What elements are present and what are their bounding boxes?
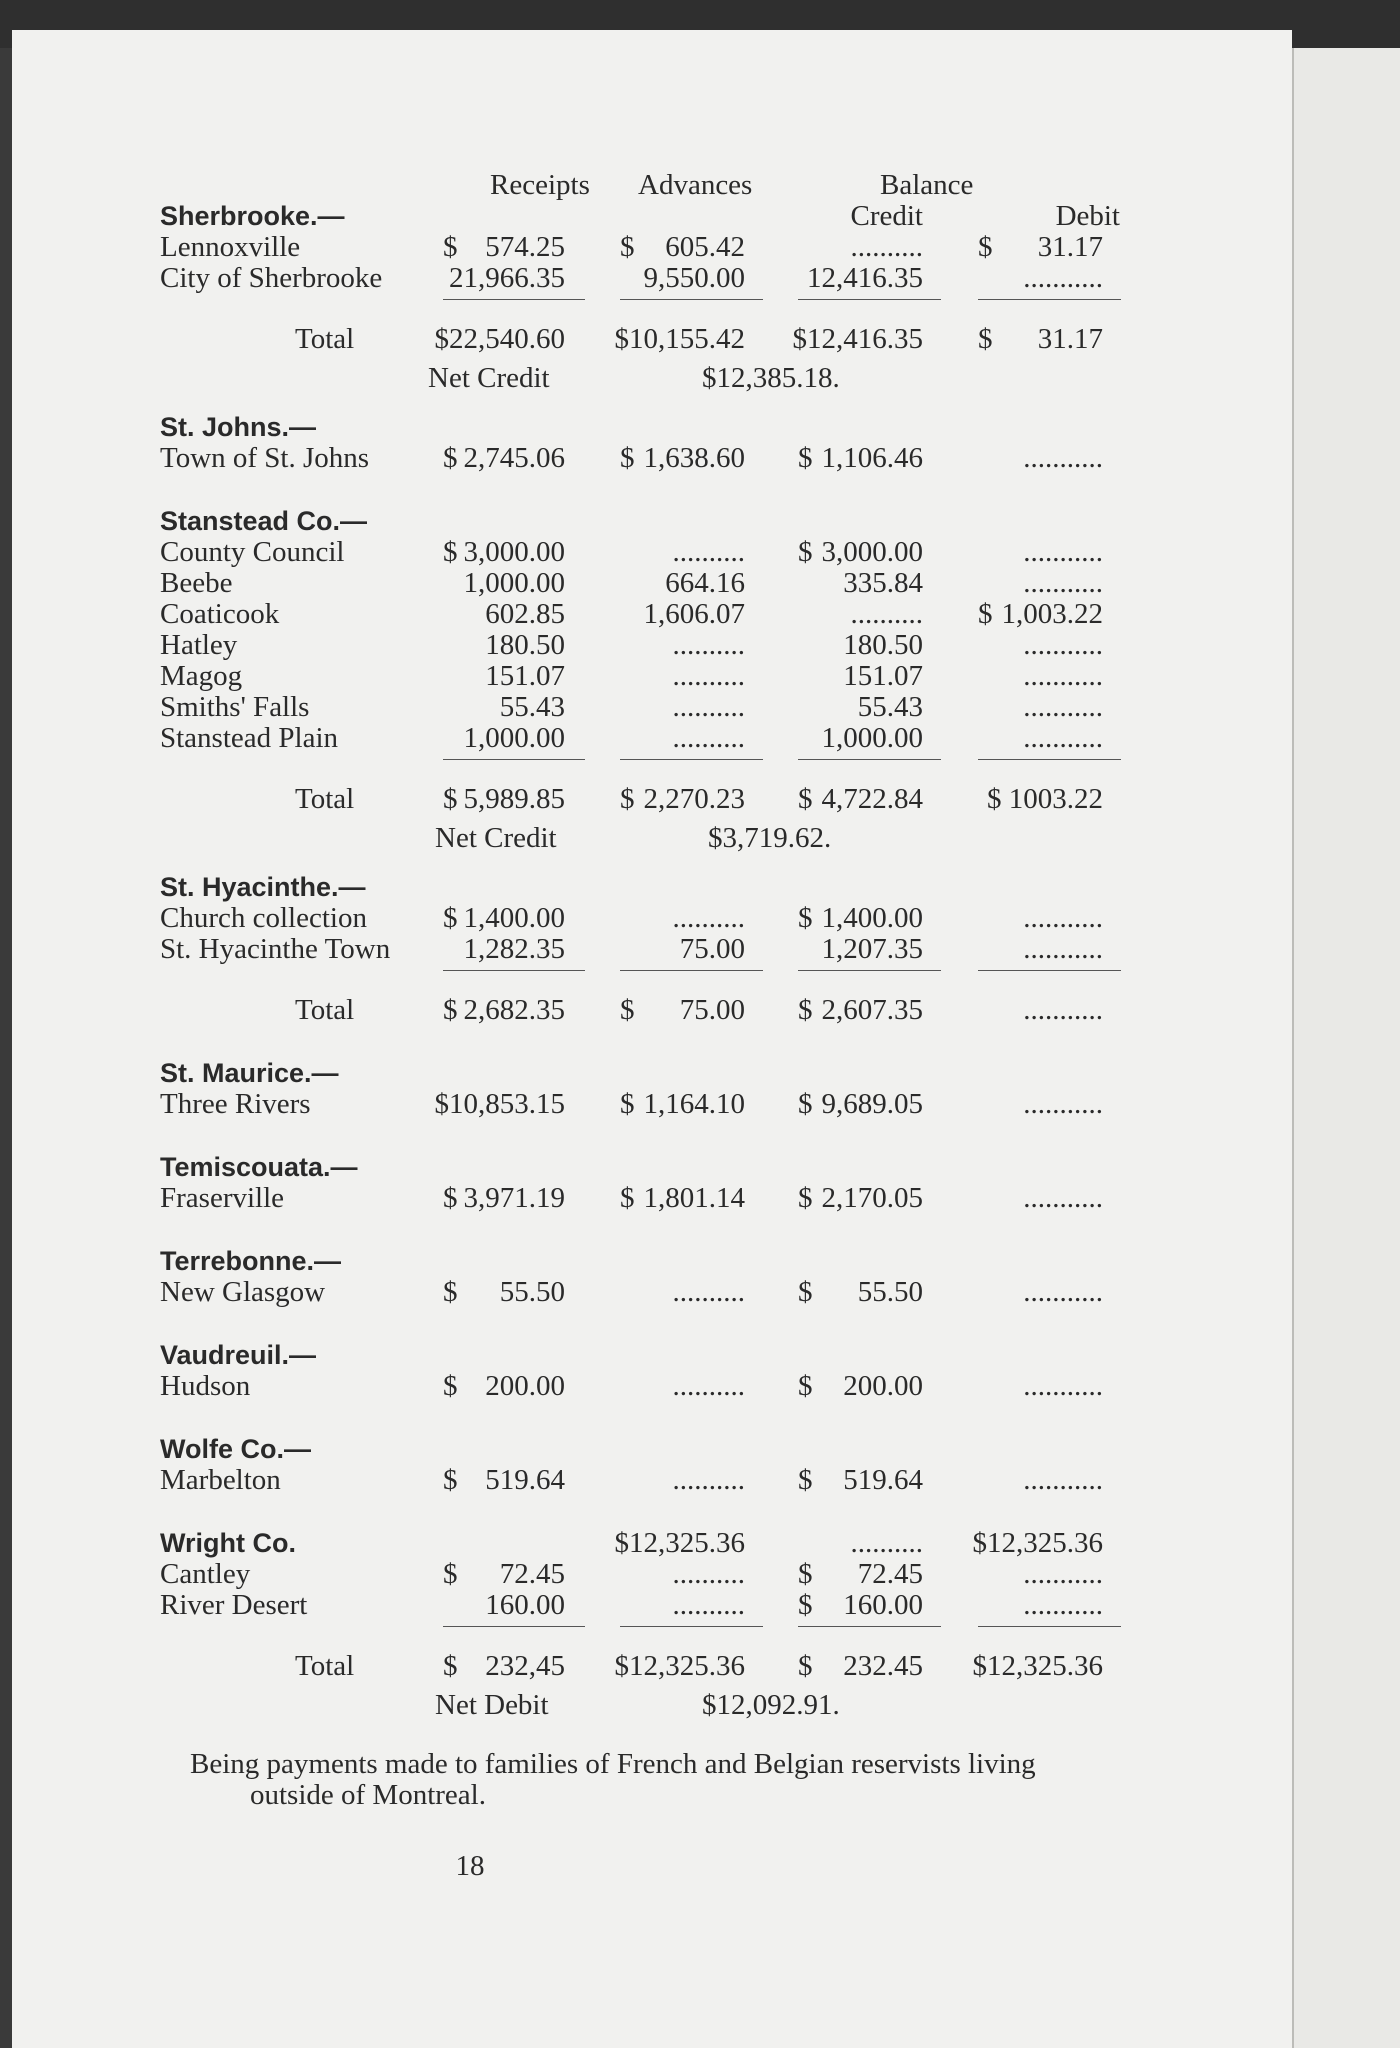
table-row [160,443,1160,474]
credit-value: .......... [850,1527,923,1559]
credit-value: 335.84 [843,567,923,599]
advances-value: .......... [672,1276,745,1308]
col-receipts: Receipts [490,169,590,201]
dollar-sign: $ [443,1558,458,1590]
row-label: Hatley [160,629,238,661]
dollar-sign: $ [798,1182,813,1214]
dollar-sign: $ [798,1370,813,1402]
advances-value: .......... [672,902,745,934]
total-label: Total [295,1650,355,1682]
credit-total: $12,416.35 [792,323,923,355]
row-label: Beebe [160,567,233,599]
receipts-value: 72.45 [499,1558,565,1590]
table-row [160,1183,1160,1214]
section-heading: St. Maurice.— [160,1058,339,1088]
debit-value: 1,003.22 [1001,598,1103,630]
receipts-value: 55.50 [499,1276,565,1308]
advances-value: .......... [672,1558,745,1590]
receipts-value: 21,966.35 [449,262,565,294]
section-heading: Vaudreuil.— [160,1340,317,1370]
total-label: Total [295,323,355,355]
section-heading-row [160,1152,1160,1183]
receipts-value: 519.64 [485,1464,565,1496]
table-row [160,1371,1160,1402]
advances-value: 1,638.60 [643,442,745,474]
dollar-sign: $ [978,598,993,630]
section-heading: Sherbrooke.— [160,201,345,231]
total-row [160,784,1160,815]
row-label: Fraserville [160,1182,285,1214]
dollar-sign: $ [443,536,458,568]
table-row [160,1089,1160,1120]
receipts-value: $10,853.15 [434,1088,565,1120]
receipts-value: 55.43 [499,691,565,723]
section-heading: Wright Co. [160,1528,296,1558]
advances-value: 75.00 [679,933,745,965]
table-row [160,630,1160,661]
dollar-sign: $ [443,783,458,815]
table-row [160,692,1160,723]
net-row [160,1690,1160,1721]
table-row [160,599,1160,630]
dollar-sign: $ [798,1589,813,1621]
row-label: Smiths' Falls [160,691,310,723]
col-advances: Advances [638,169,753,201]
credit-value: 519.64 [843,1464,923,1496]
advances-value: 664.16 [665,567,745,599]
section-heading-row [160,412,1160,443]
net-value: $12,092.91. [702,1689,840,1721]
dollar-sign: $ [798,1650,813,1682]
row-label: Coaticook [160,598,280,630]
receipts-value: 574.25 [485,231,565,263]
table-row [160,263,1160,294]
receipts-value: 602.85 [485,598,565,630]
credit-value: 1,106.46 [821,442,923,474]
credit-value: 12,416.35 [807,262,923,294]
row-label: New Glasgow [160,1276,326,1308]
dollar-sign: $ [798,1464,813,1496]
advances-value: .......... [672,691,745,723]
debit-value: ........... [1023,1276,1103,1308]
dollar-sign: $ [443,1276,458,1308]
dollar-sign: $ [798,442,813,474]
row-label: Marbelton [160,1464,281,1496]
dollar-sign: $ [620,994,635,1026]
receipts-value: 180.50 [485,629,565,661]
section-heading: St. Johns.— [160,412,317,442]
advances-value: .......... [672,629,745,661]
credit-value: 151.07 [843,660,923,692]
dollar-sign: $ [798,994,813,1026]
credit-value: 1,207.35 [821,933,923,965]
total-rules [160,754,1160,766]
net-value: $3,719.62. [708,822,832,854]
section-heading-row [160,872,1160,903]
total-label: Total [295,994,355,1026]
section-heading: Wolfe Co.— [160,1434,311,1464]
advances-value: .......... [672,1589,745,1621]
row-label: Cantley [160,1558,251,1590]
table-row [160,537,1160,568]
net-label: Net Credit [428,362,550,394]
debit-value: ........... [1023,722,1103,754]
dollar-sign: $ [443,994,458,1026]
row-label: Church collection [160,902,367,934]
row-label: City of Sherbrooke [160,262,383,294]
dollar-sign: $ [620,1182,635,1214]
debit-value: ........... [1023,1589,1103,1621]
total-rules [160,965,1160,977]
dollar-sign: $ [443,442,458,474]
debit-value: ........... [1023,262,1103,294]
debit-value: ........... [1023,1370,1103,1402]
advances-value: .......... [672,1464,745,1496]
dollar-sign: $ [443,1464,458,1496]
net-label: Net Credit [435,822,557,854]
debit-value: 31.17 [1037,231,1103,263]
credit-value: 1,400.00 [821,902,923,934]
row-label: Hudson [160,1370,251,1402]
advances-value: 9,550.00 [643,262,745,294]
section-heading: Temiscouata.— [160,1152,358,1182]
dollar-sign: $ [798,902,813,934]
receipts-value: 1,282.35 [463,933,565,965]
net-value: $12,385.18. [702,362,840,394]
table-row [160,903,1160,934]
page-number: 18 [455,1850,485,1882]
credit-total: 232.45 [843,1650,923,1682]
dollar-sign: $ [443,1182,458,1214]
table-row [160,1465,1160,1496]
advances-value: 1,801.14 [643,1182,745,1214]
dollar-sign: $ [620,1088,635,1120]
credit-total: 4,722.84 [821,783,923,815]
receipts-total: 232,45 [485,1650,565,1682]
receipts-value: 200.00 [485,1370,565,1402]
receipts-total: $22,540.60 [434,323,565,355]
credit-value: 72.45 [857,1558,923,1590]
advances-total: $10,155.42 [614,323,745,355]
advances-value: .......... [672,536,745,568]
credit-value: 2,170.05 [821,1182,923,1214]
dollar-sign: $ [443,902,458,934]
section-heading-row [160,201,1160,232]
dollar-sign: $ [620,442,635,474]
section-heading: St. Hyacinthe.— [160,872,366,902]
row-label: Lennoxville [160,231,301,263]
receipts-value: 1,000.00 [463,722,565,754]
credit-value: 1,000.00 [821,722,923,754]
section-heading-row [160,1528,1160,1559]
advances-value: 605.42 [665,231,745,263]
dollar-sign: $ [798,536,813,568]
advances-total: $12,325.36 [614,1650,745,1682]
table-row [160,1277,1160,1308]
debit-value: ........... [1023,933,1103,965]
receipts-value: 3,971.19 [463,1182,565,1214]
row-label: Three Rivers [160,1088,311,1120]
table-row [160,568,1160,599]
total-row [160,1651,1160,1682]
row-label: Town of St. Johns [160,442,370,474]
total-row [160,995,1160,1026]
credit-value: 9,689.05 [821,1088,923,1120]
total-rules [160,294,1160,306]
section-heading-row [160,506,1160,537]
section-heading-row [160,1246,1160,1277]
debit-value: ........... [1023,567,1103,599]
dollar-sign: $ [978,323,993,355]
section-heading-row [160,1058,1160,1089]
section-heading-row [160,1340,1160,1371]
row-label: River Desert [160,1589,308,1621]
debit-value: ........... [1023,660,1103,692]
credit-value: 55.43 [857,691,923,723]
dollar-sign: $ [443,1650,458,1682]
table-row [160,1590,1160,1621]
table-row [160,661,1160,692]
dollar-sign: $ [443,1370,458,1402]
advances-total: 75.00 [679,994,745,1026]
col-debit: Debit [1055,200,1120,232]
credit-value: .......... [850,231,923,263]
credit-total: 2,607.35 [821,994,923,1026]
debit-total: $12,325.36 [972,1650,1103,1682]
debit-value: ........... [1023,1558,1103,1590]
row-label: County Council [160,536,345,568]
col-balance: Balance [880,169,974,201]
debit-value: ........... [1023,629,1103,661]
debit-total: ........... [1023,994,1103,1026]
net-row [160,363,1160,394]
debit-value: ........... [1023,691,1103,723]
section-heading-row [160,1434,1160,1465]
debit-value: ........... [1023,902,1103,934]
row-label: Magog [160,660,243,692]
total-label: Total [295,783,355,815]
col-credit: Credit [850,200,923,232]
row-label: Stanstead Plain [160,722,339,754]
receipts-value: 1,400.00 [463,902,565,934]
credit-value: 3,000.00 [821,536,923,568]
advances-value: .......... [672,722,745,754]
receipts-total: 2,682.35 [463,994,565,1026]
advances-total: 2,270.23 [643,783,745,815]
dollar-sign: $ [978,231,993,263]
credit-value: 160.00 [843,1589,923,1621]
debit-total: $ 1003.22 [987,783,1103,815]
advances-value: $12,325.36 [614,1527,745,1559]
section-heading: Stanstead Co.— [160,506,368,536]
dollar-sign: $ [798,1276,813,1308]
receipts-value: 2,745.06 [463,442,565,474]
receipts-value: 160.00 [485,1589,565,1621]
dollar-sign: $ [620,231,635,263]
dollar-sign: $ [798,1558,813,1590]
total-row [160,324,1160,355]
dollar-sign: $ [798,1088,813,1120]
table-row [160,934,1160,965]
receipts-value: 151.07 [485,660,565,692]
debit-value: ........... [1023,1088,1103,1120]
credit-value: .......... [850,598,923,630]
footnote-text: Being payments made to families of French and Belgian reservists living outside of Montreal. [190,1748,1036,1811]
advances-value: .......... [672,660,745,692]
credit-value: 200.00 [843,1370,923,1402]
advances-value: 1,164.10 [643,1088,745,1120]
column-header-row [160,170,1160,201]
credit-value: 55.50 [857,1276,923,1308]
credit-value: 180.50 [843,629,923,661]
debit-value: ........... [1023,1464,1103,1496]
table-row [160,1559,1160,1590]
net-label: Net Debit [435,1689,549,1721]
receipts-value: 1,000.00 [463,567,565,599]
adjacent-page-edge [1292,48,1400,2048]
dollar-sign: $ [798,783,813,815]
row-label: St. Hyacinthe Town [160,933,391,965]
debit-value: $12,325.36 [972,1527,1103,1559]
advances-value: .......... [672,1370,745,1402]
debit-total: 31.17 [1037,323,1103,355]
total-rules [160,1621,1160,1633]
advances-value: 1,606.07 [643,598,745,630]
debit-value: ........... [1023,1182,1103,1214]
table-row [160,232,1160,263]
net-row [160,823,1160,854]
debit-value: ........... [1023,536,1103,568]
footnote [160,1749,1110,1811]
dollar-sign: $ [443,231,458,263]
dollar-sign: $ [620,783,635,815]
debit-value: ........... [1023,442,1103,474]
table-row [160,723,1160,754]
section-heading: Terrebonne.— [160,1246,342,1276]
ledger-table [160,170,1160,1882]
receipts-value: 3,000.00 [463,536,565,568]
receipts-total: 5,989.85 [463,783,565,815]
